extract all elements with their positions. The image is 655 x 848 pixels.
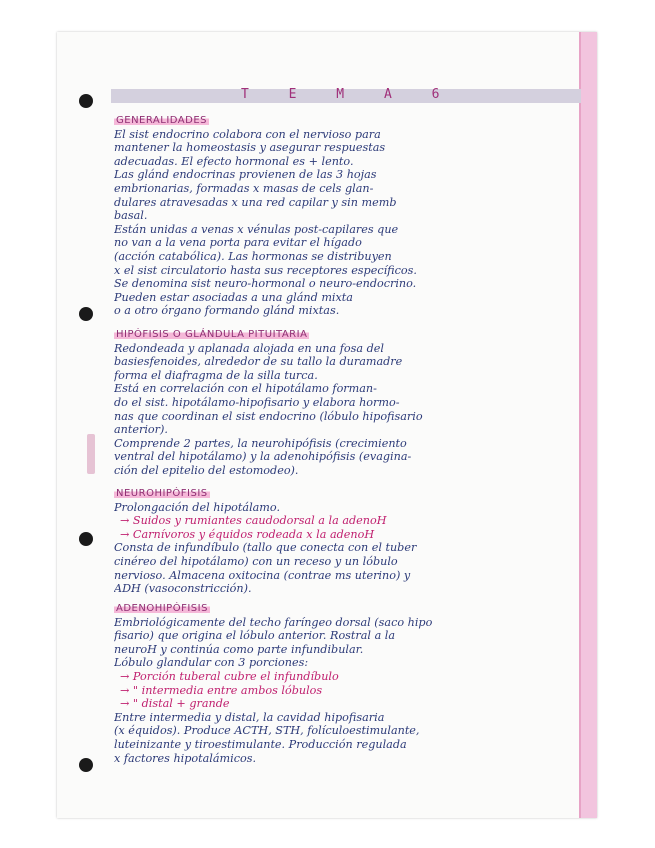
punch-hole — [79, 307, 93, 321]
text-line: adecuadas. El efecto hormonal es + lento. — [114, 154, 354, 168]
text-line: → Carnívoros y équidos rodeada x la adenoH — [120, 527, 375, 541]
text-line: Las glánd endocrinas provienen de las 3 hojas — [114, 168, 377, 182]
text-line: mantener la homeostasis y asegurar respuestas — [114, 141, 386, 155]
text-line: neuroH y continúa como parte infundibular. — [114, 642, 364, 656]
punch-hole — [79, 94, 93, 108]
text-line: Está en correlación con el hipotálamo forman- — [114, 382, 377, 396]
section-heading: GENERALIDADES — [116, 115, 208, 126]
text-line: ventral del hipotálamo) y la adenohipófisis (evagina- — [114, 450, 412, 464]
text-line: Están unidas a venas x vénulas post-capilares que — [114, 222, 399, 236]
text-line: → " distal + grande — [120, 697, 230, 711]
text-line: (x équidos). Produce ACTH, STH, folículoestimulante, — [114, 724, 420, 738]
text-line: o a otro órgano formando glánd mixtas. — [114, 304, 340, 318]
text-line: Pueden estar asociadas a una glánd mixta — [114, 290, 353, 304]
punch-hole — [79, 532, 93, 546]
text-line: → " intermedia entre ambos lóbulos — [120, 683, 323, 697]
section-generalidades — [114, 114, 580, 318]
section-heading: ADENOHIPÓFISIS — [116, 603, 208, 614]
text-line: fisario) que origina el lóbulo anterior. Rostral a la — [114, 629, 396, 643]
text-line: forma el diafragma de la silla turca. — [114, 368, 318, 382]
section-adenohipofisis — [114, 602, 580, 765]
punch-hole — [79, 758, 93, 772]
text-line: cinéreo del hipotálamo) con un receso y un lóbulo — [114, 554, 398, 568]
section-hipofisis — [114, 328, 580, 478]
text-line: do el sist. hipotálamo-hipofisario y elabora hormo- — [114, 395, 400, 409]
text-line: ción del epitelio del estomodeo). — [114, 463, 299, 477]
page-title: T E M A 6 — [241, 87, 456, 102]
section-heading: HIPÓFISIS O GLÁNDULA PITUITARIA — [116, 329, 308, 340]
text-line: dulares atravesadas x una red capilar y sin memb — [114, 195, 397, 209]
section-heading: NEUROHIPÓFISIS — [116, 488, 208, 499]
text-line: no van a la vena porta para evitar el hígado — [114, 236, 362, 250]
text-line: nas que coordinan el sist endocrino (lóbulo hipofisario — [114, 409, 423, 423]
text-line: Redondeada y aplanada alojada en una fosa del — [114, 341, 384, 355]
section-neurohipofisis — [114, 487, 580, 596]
text-line: (acción catabólica). Las hormonas se distribuyen — [114, 249, 392, 263]
text-line: embrionarias, formadas x masas de cels glan- — [114, 181, 374, 195]
text-line: basiesfenoides, alrededor de su tallo la duramadre — [114, 355, 403, 369]
text-line: Lóbulo glandular con 3 porciones: — [114, 656, 309, 670]
text-line: Entre intermedia y distal, la cavidad hipofisaria — [114, 710, 385, 724]
text-line: Comprende 2 partes, la neurohipófisis (crecimiento — [114, 436, 407, 450]
text-line: basal. — [114, 209, 148, 223]
tab-marker — [87, 434, 95, 474]
text-line: x el sist circulatorio hasta sus receptores específicos. — [114, 263, 417, 277]
text-line: Se denomina sist neuro-hormonal o neuro-endocrino. — [114, 277, 417, 291]
text-line: El sist endocrino colabora con el nervioso para — [114, 127, 381, 141]
text-line: → Suidos y rumiantes caudodorsal a la adenoH — [120, 514, 387, 528]
text-line: ADH (vasoconstricción). — [114, 582, 252, 596]
text-line: nervioso. Almacena oxitocina (contrae ms uterino) y — [114, 568, 411, 582]
text-line: Consta de infundíbulo (tallo que conecta con el tuber — [114, 541, 417, 555]
text-line: luteinizante y tiroestimulante. Producción regulada — [114, 737, 407, 751]
text-line: x factores hipotalámicos. — [114, 751, 257, 765]
margin-stripe — [581, 32, 597, 818]
text-line: Prolongación del hipotálamo. — [114, 500, 281, 514]
text-line: Embriológicamente del techo faríngeo dorsal (saco hipo — [114, 615, 433, 629]
text-line: anterior). — [114, 423, 168, 437]
notebook-page — [57, 32, 597, 818]
text-line: → Porción tuberal cubre el infundíbulo — [120, 669, 339, 683]
